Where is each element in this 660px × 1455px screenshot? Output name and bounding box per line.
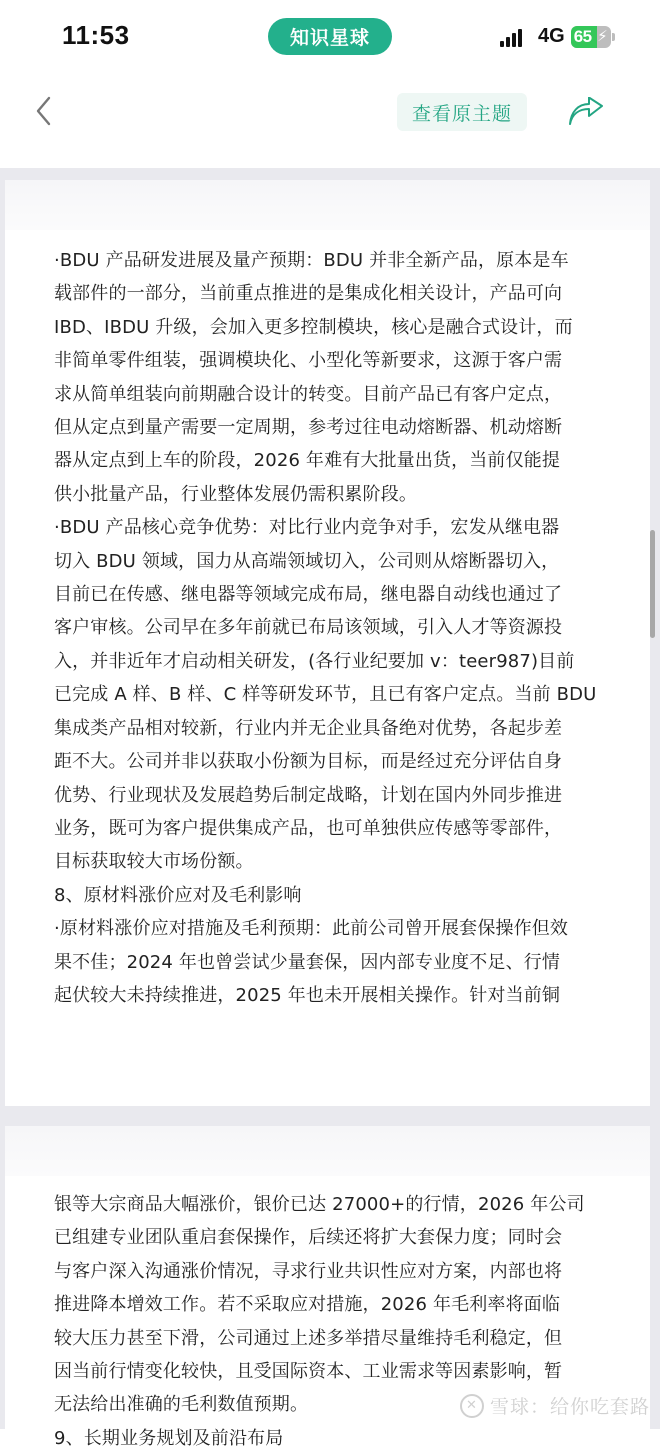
- text-line: 载部件的一部分，当前重点推进的是集成化相关设计，产品可向: [54, 283, 563, 305]
- text-line: 优势、行业现状及发展趋势后制定战略，计划在国内外同步推进: [54, 784, 563, 806]
- scrollbar-thumb[interactable]: [650, 530, 655, 638]
- back-button[interactable]: [28, 93, 58, 129]
- content-area[interactable]: [0, 168, 660, 1449]
- view-original-topic-button[interactable]: 查看原主题: [397, 93, 527, 131]
- battery-cap: [612, 33, 615, 41]
- battery-percent: 65: [573, 26, 592, 46]
- image-card-1: [5, 180, 650, 1106]
- text-line: 已组建专业团队重启套保操作，后续还将扩大套保力度；同时会: [54, 1227, 563, 1249]
- text-line: ·BDU 产品核心竞争优势：对比行业内竞争对手，宏发从继电器: [54, 517, 560, 539]
- text-line: 距不大。公司并非以获取小份额为目标，而是经过充分评估自身: [54, 751, 563, 773]
- text-line: 较大压力甚至下滑，公司通过上述多举措尽量维持毛利稳定，但: [54, 1327, 563, 1349]
- share-arrow-icon: [567, 97, 605, 127]
- text-line: 供小批量产品，行业整体发展仍需积累阶段。: [54, 483, 417, 505]
- charging-bolt-icon: ⚡: [597, 26, 608, 45]
- text-line: IBD、IBDU 升级，会加入更多控制模块，核心是融合式设计，而: [54, 316, 573, 338]
- text-line: 与客户深入沟通涨价情况，寻求行业共识性应对方案，内部也将: [54, 1260, 563, 1282]
- text-line: 器从定点到上车的阶段，2026 年难有大批量出货，当前仅能提: [54, 450, 561, 472]
- text-line: 求从简单组装向前期融合设计的转变。目前产品已有客户定点，: [54, 383, 563, 405]
- watermark-text: 雪球：给你吃套路: [490, 1396, 651, 1418]
- text-line: 起伏较大未持续推进，2025 年也未开展相关操作。针对当前铜: [54, 984, 561, 1006]
- text-line: 已完成 A 样、B 样、C 样等研发环节，且已有客户定点。当前 BDU: [54, 684, 597, 706]
- text-line: 目前已在传感、继电器等领域完成布局，继电器自动线也通过了: [54, 584, 563, 606]
- text-line: 无法给出准确的毛利数值预期。: [54, 1394, 309, 1416]
- network-type: 4G: [538, 25, 565, 47]
- text-line: 非简单零件组装，强调模块化、小型化等新要求，这源于客户需: [54, 350, 563, 372]
- chevron-left-icon: [34, 95, 52, 127]
- share-button[interactable]: [566, 95, 606, 129]
- text-line: 但从定点到量产需要一定周期，参考过往电动熔断器、机动熔断: [54, 417, 563, 439]
- app-indicator-pill[interactable]: 知识星球: [268, 18, 392, 55]
- signal-bars-icon: [500, 27, 532, 47]
- text-line: 银等大宗商品大幅涨价，银价已达 27000+的行情，2026 年公司: [54, 1194, 585, 1215]
- text-line: 切入 BDU 领域，国力从高端领域切入，公司则从熔断器切入，: [54, 550, 560, 572]
- text-line: 目标获取较大市场份额。: [54, 851, 254, 873]
- text-line: 入，并非近年才启动相关研发，(各行业纪要加 v：teer987)目前: [54, 650, 575, 672]
- xueqiu-logo-icon: ✕: [460, 1394, 484, 1418]
- text-line: 业务，既可为客户提供集成产品，也可单独供应传感等零部件，: [54, 817, 563, 839]
- card-top-fade: [5, 1126, 650, 1176]
- status-time: 11:53: [62, 20, 130, 50]
- text-line: 推进降本增效工作。若不采取应对措施，2026 年毛利率将面临: [54, 1294, 561, 1316]
- article-text-block-1: [5, 230, 650, 1012]
- text-line: 集成类产品相对较新，行业内并无企业具备绝对优势，各起步差: [54, 717, 563, 739]
- nav-bar: [0, 75, 660, 175]
- status-bar: [0, 0, 660, 75]
- battery-charging-icon: [571, 26, 611, 48]
- section-heading: 9、长期业务规划及前沿布局: [54, 1427, 284, 1449]
- status-indicators: [500, 25, 615, 48]
- text-line: ·BDU 产品研发进展及量产预期：BDU 并非全新产品，原本是车: [54, 250, 569, 271]
- text-line: ·原材料涨价应对措施及毛利预期：此前公司曾开展套保操作但效: [54, 918, 569, 940]
- text-line: 因当前行情变化较快，且受国际资本、工业需求等因素影响，暂: [54, 1361, 563, 1383]
- text-line: 果不佳；2024 年也曾尝试少量套保，因内部专业度不足、行情: [54, 951, 561, 973]
- section-heading: 8、原材料涨价应对及毛利影响: [54, 884, 302, 906]
- card-top-fade: [5, 180, 650, 230]
- watermark: [460, 1392, 650, 1419]
- text-line: 客户审核。公司早在多年前就已布局该领域，引入人才等资源投: [54, 617, 563, 639]
